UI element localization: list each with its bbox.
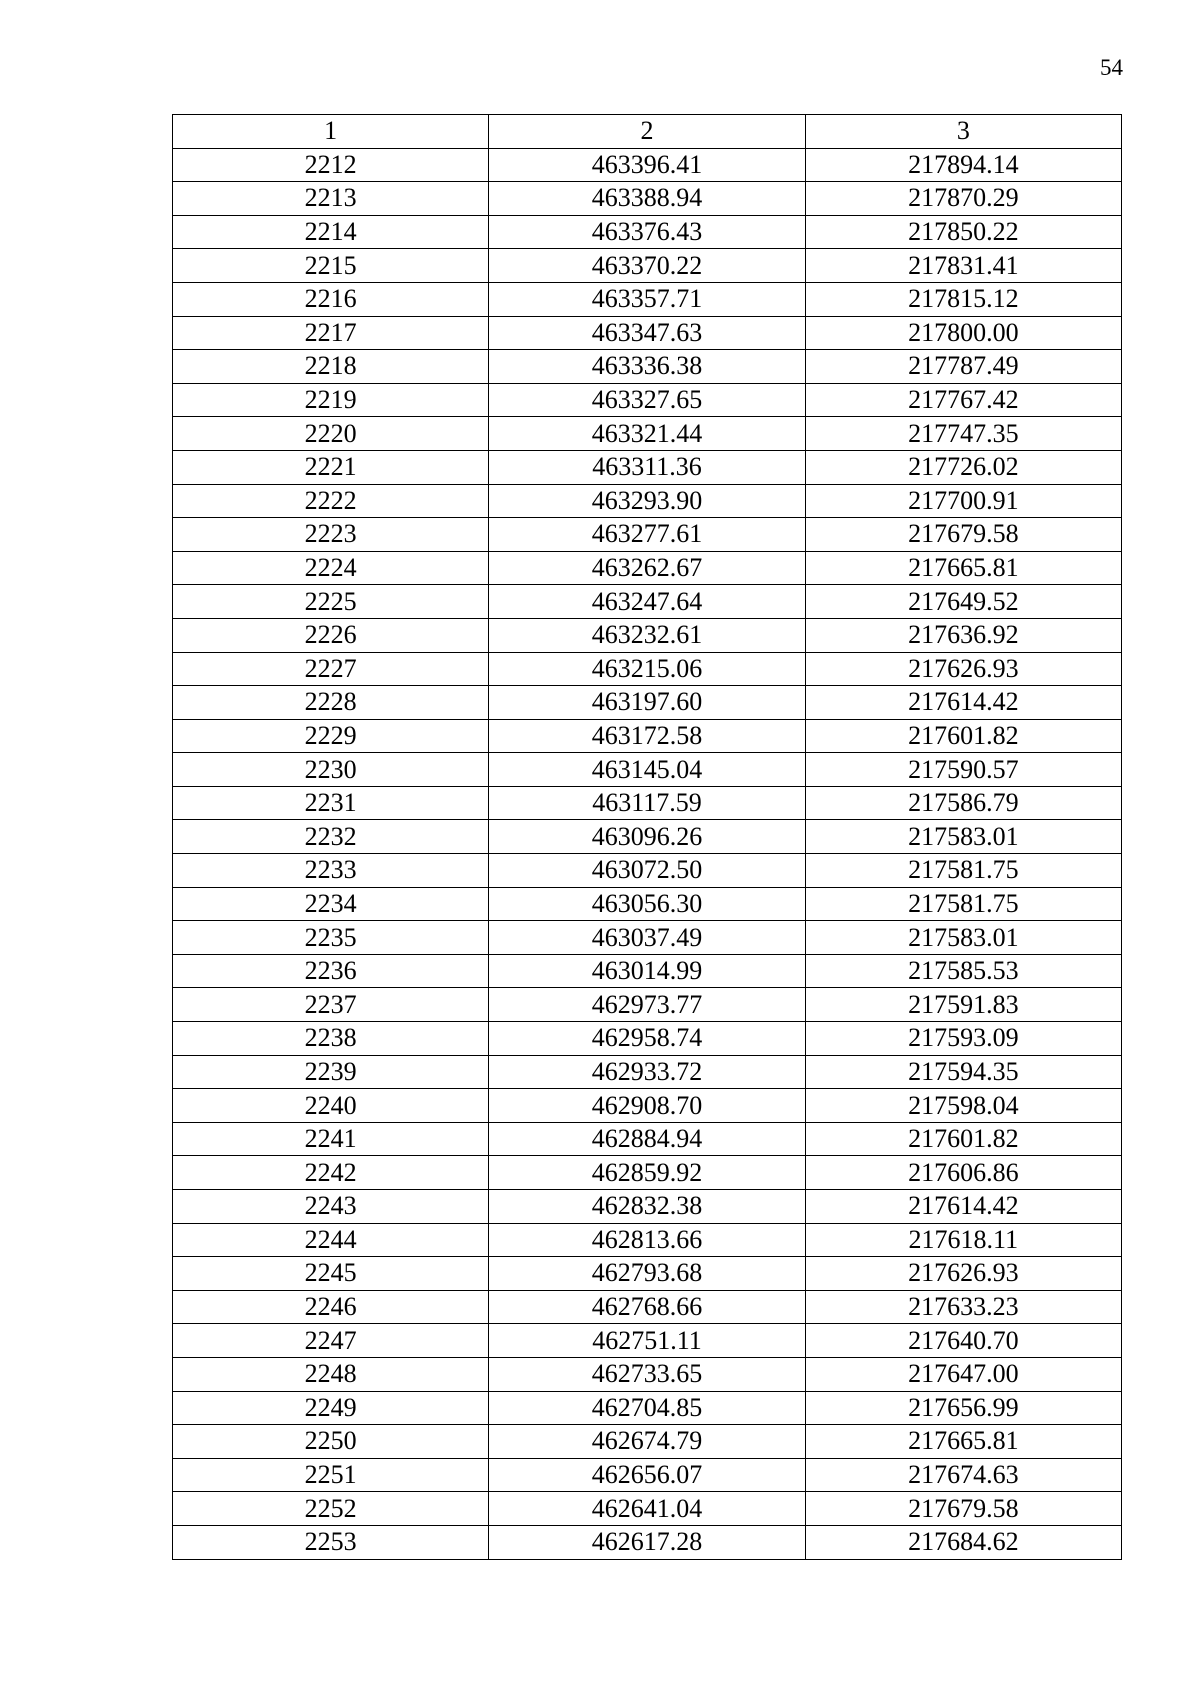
y-coordinate-cell: 217594.35 bbox=[805, 1055, 1121, 1089]
table-row bbox=[173, 316, 1122, 350]
x-coordinate-cell: 462768.66 bbox=[489, 1290, 805, 1324]
x-coordinate-cell: 463262.67 bbox=[489, 551, 805, 585]
x-coordinate-cell: 463336.38 bbox=[489, 350, 805, 384]
x-coordinate-cell: 463117.59 bbox=[489, 786, 805, 820]
x-coordinate-cell: 463056.30 bbox=[489, 887, 805, 921]
x-coordinate-cell: 463347.63 bbox=[489, 316, 805, 350]
table-row bbox=[173, 1290, 1122, 1324]
table-row bbox=[173, 1458, 1122, 1492]
x-coordinate-cell: 463072.50 bbox=[489, 854, 805, 888]
point-number-cell: 2247 bbox=[173, 1324, 489, 1358]
y-coordinate-cell: 217674.63 bbox=[805, 1458, 1121, 1492]
coordinates-table bbox=[172, 114, 1122, 1560]
y-coordinate-cell: 217591.83 bbox=[805, 988, 1121, 1022]
point-number-cell: 2213 bbox=[173, 182, 489, 216]
y-coordinate-cell: 217665.81 bbox=[805, 551, 1121, 585]
x-coordinate-cell: 462704.85 bbox=[489, 1391, 805, 1425]
point-number-cell: 2239 bbox=[173, 1055, 489, 1089]
table-row bbox=[173, 887, 1122, 921]
point-number-cell: 2232 bbox=[173, 820, 489, 854]
y-coordinate-cell: 217601.82 bbox=[805, 1122, 1121, 1156]
x-coordinate-cell: 463172.58 bbox=[489, 719, 805, 753]
x-coordinate-cell: 463376.43 bbox=[489, 215, 805, 249]
x-coordinate-cell: 462793.68 bbox=[489, 1257, 805, 1291]
table-row bbox=[173, 1190, 1122, 1224]
table-row bbox=[173, 921, 1122, 955]
x-coordinate-cell: 463096.26 bbox=[489, 820, 805, 854]
point-number-cell: 2248 bbox=[173, 1357, 489, 1391]
table-row bbox=[173, 652, 1122, 686]
point-number-cell: 2227 bbox=[173, 652, 489, 686]
table-row bbox=[173, 350, 1122, 384]
header-cell-2: 2 bbox=[489, 115, 805, 149]
y-coordinate-cell: 217590.57 bbox=[805, 753, 1121, 787]
y-coordinate-cell: 217586.79 bbox=[805, 786, 1121, 820]
point-number-cell: 2218 bbox=[173, 350, 489, 384]
y-coordinate-cell: 217684.62 bbox=[805, 1525, 1121, 1559]
table-row bbox=[173, 585, 1122, 619]
point-number-cell: 2228 bbox=[173, 686, 489, 720]
point-number-cell: 2237 bbox=[173, 988, 489, 1022]
table-row bbox=[173, 484, 1122, 518]
point-number-cell: 2242 bbox=[173, 1156, 489, 1190]
table-row bbox=[173, 249, 1122, 283]
y-coordinate-cell: 217633.23 bbox=[805, 1290, 1121, 1324]
y-coordinate-cell: 217679.58 bbox=[805, 518, 1121, 552]
y-coordinate-cell: 217726.02 bbox=[805, 450, 1121, 484]
table-row bbox=[173, 954, 1122, 988]
y-coordinate-cell: 217647.00 bbox=[805, 1357, 1121, 1391]
y-coordinate-cell: 217656.99 bbox=[805, 1391, 1121, 1425]
header-cell-1: 1 bbox=[173, 115, 489, 149]
point-number-cell: 2222 bbox=[173, 484, 489, 518]
x-coordinate-cell: 463388.94 bbox=[489, 182, 805, 216]
point-number-cell: 2223 bbox=[173, 518, 489, 552]
coordinates-table-container bbox=[172, 114, 1122, 1560]
y-coordinate-cell: 217593.09 bbox=[805, 1022, 1121, 1056]
point-number-cell: 2241 bbox=[173, 1122, 489, 1156]
table-row bbox=[173, 518, 1122, 552]
y-coordinate-cell: 217700.91 bbox=[805, 484, 1121, 518]
x-coordinate-cell: 462674.79 bbox=[489, 1425, 805, 1459]
y-coordinate-cell: 217626.93 bbox=[805, 652, 1121, 686]
point-number-cell: 2231 bbox=[173, 786, 489, 820]
table-row bbox=[173, 1022, 1122, 1056]
table-row bbox=[173, 182, 1122, 216]
table-row bbox=[173, 820, 1122, 854]
table-row bbox=[173, 1122, 1122, 1156]
table-row bbox=[173, 1324, 1122, 1358]
x-coordinate-cell: 463293.90 bbox=[489, 484, 805, 518]
table-row bbox=[173, 854, 1122, 888]
point-number-cell: 2246 bbox=[173, 1290, 489, 1324]
y-coordinate-cell: 217894.14 bbox=[805, 148, 1121, 182]
table-row bbox=[173, 618, 1122, 652]
table-row bbox=[173, 1391, 1122, 1425]
y-coordinate-cell: 217800.00 bbox=[805, 316, 1121, 350]
point-number-cell: 2225 bbox=[173, 585, 489, 619]
x-coordinate-cell: 463197.60 bbox=[489, 686, 805, 720]
x-coordinate-cell: 462884.94 bbox=[489, 1122, 805, 1156]
point-number-cell: 2252 bbox=[173, 1492, 489, 1526]
table-row bbox=[173, 417, 1122, 451]
y-coordinate-cell: 217636.92 bbox=[805, 618, 1121, 652]
x-coordinate-cell: 463037.49 bbox=[489, 921, 805, 955]
x-coordinate-cell: 462641.04 bbox=[489, 1492, 805, 1526]
x-coordinate-cell: 463215.06 bbox=[489, 652, 805, 686]
table-row bbox=[173, 719, 1122, 753]
x-coordinate-cell: 462908.70 bbox=[489, 1089, 805, 1123]
y-coordinate-cell: 217679.58 bbox=[805, 1492, 1121, 1526]
table-row bbox=[173, 1156, 1122, 1190]
x-coordinate-cell: 463327.65 bbox=[489, 383, 805, 417]
y-coordinate-cell: 217583.01 bbox=[805, 820, 1121, 854]
x-coordinate-cell: 463357.71 bbox=[489, 282, 805, 316]
x-coordinate-cell: 463370.22 bbox=[489, 249, 805, 283]
x-coordinate-cell: 462733.65 bbox=[489, 1357, 805, 1391]
point-number-cell: 2244 bbox=[173, 1223, 489, 1257]
y-coordinate-cell: 217831.41 bbox=[805, 249, 1121, 283]
point-number-cell: 2230 bbox=[173, 753, 489, 787]
point-number-cell: 2220 bbox=[173, 417, 489, 451]
x-coordinate-cell: 462973.77 bbox=[489, 988, 805, 1022]
table-row bbox=[173, 1257, 1122, 1291]
y-coordinate-cell: 217581.75 bbox=[805, 854, 1121, 888]
point-number-cell: 2253 bbox=[173, 1525, 489, 1559]
y-coordinate-cell: 217583.01 bbox=[805, 921, 1121, 955]
y-coordinate-cell: 217649.52 bbox=[805, 585, 1121, 619]
y-coordinate-cell: 217870.29 bbox=[805, 182, 1121, 216]
y-coordinate-cell: 217581.75 bbox=[805, 887, 1121, 921]
x-coordinate-cell: 462933.72 bbox=[489, 1055, 805, 1089]
table-row bbox=[173, 148, 1122, 182]
y-coordinate-cell: 217850.22 bbox=[805, 215, 1121, 249]
y-coordinate-cell: 217747.35 bbox=[805, 417, 1121, 451]
point-number-cell: 2236 bbox=[173, 954, 489, 988]
table-row bbox=[173, 551, 1122, 585]
x-coordinate-cell: 462656.07 bbox=[489, 1458, 805, 1492]
table-row bbox=[173, 1089, 1122, 1123]
y-coordinate-cell: 217815.12 bbox=[805, 282, 1121, 316]
point-number-cell: 2214 bbox=[173, 215, 489, 249]
x-coordinate-cell: 462958.74 bbox=[489, 1022, 805, 1056]
point-number-cell: 2226 bbox=[173, 618, 489, 652]
point-number-cell: 2245 bbox=[173, 1257, 489, 1291]
x-coordinate-cell: 463396.41 bbox=[489, 148, 805, 182]
y-coordinate-cell: 217767.42 bbox=[805, 383, 1121, 417]
point-number-cell: 2250 bbox=[173, 1425, 489, 1459]
table-row bbox=[173, 1492, 1122, 1526]
y-coordinate-cell: 217626.93 bbox=[805, 1257, 1121, 1291]
x-coordinate-cell: 462751.11 bbox=[489, 1324, 805, 1358]
x-coordinate-cell: 463232.61 bbox=[489, 618, 805, 652]
point-number-cell: 2216 bbox=[173, 282, 489, 316]
x-coordinate-cell: 462813.66 bbox=[489, 1223, 805, 1257]
x-coordinate-cell: 462859.92 bbox=[489, 1156, 805, 1190]
table-row bbox=[173, 786, 1122, 820]
point-number-cell: 2215 bbox=[173, 249, 489, 283]
point-number-cell: 2212 bbox=[173, 148, 489, 182]
point-number-cell: 2217 bbox=[173, 316, 489, 350]
point-number-cell: 2229 bbox=[173, 719, 489, 753]
x-coordinate-cell: 463321.44 bbox=[489, 417, 805, 451]
table-row bbox=[173, 450, 1122, 484]
point-number-cell: 2240 bbox=[173, 1089, 489, 1123]
table-header-row bbox=[173, 115, 1122, 149]
table-row bbox=[173, 1525, 1122, 1559]
point-number-cell: 2251 bbox=[173, 1458, 489, 1492]
y-coordinate-cell: 217618.11 bbox=[805, 1223, 1121, 1257]
point-number-cell: 2234 bbox=[173, 887, 489, 921]
y-coordinate-cell: 217585.53 bbox=[805, 954, 1121, 988]
y-coordinate-cell: 217787.49 bbox=[805, 350, 1121, 384]
point-number-cell: 2224 bbox=[173, 551, 489, 585]
point-number-cell: 2219 bbox=[173, 383, 489, 417]
point-number-cell: 2249 bbox=[173, 1391, 489, 1425]
table-row bbox=[173, 282, 1122, 316]
x-coordinate-cell: 463145.04 bbox=[489, 753, 805, 787]
table-row bbox=[173, 215, 1122, 249]
header-cell-3: 3 bbox=[805, 115, 1121, 149]
x-coordinate-cell: 462617.28 bbox=[489, 1525, 805, 1559]
y-coordinate-cell: 217665.81 bbox=[805, 1425, 1121, 1459]
table-row bbox=[173, 1425, 1122, 1459]
x-coordinate-cell: 463277.61 bbox=[489, 518, 805, 552]
x-coordinate-cell: 463311.36 bbox=[489, 450, 805, 484]
table-row bbox=[173, 686, 1122, 720]
table-row bbox=[173, 1223, 1122, 1257]
y-coordinate-cell: 217614.42 bbox=[805, 1190, 1121, 1224]
table-row bbox=[173, 1055, 1122, 1089]
y-coordinate-cell: 217606.86 bbox=[805, 1156, 1121, 1190]
point-number-cell: 2243 bbox=[173, 1190, 489, 1224]
point-number-cell: 2233 bbox=[173, 854, 489, 888]
table-body bbox=[173, 115, 1122, 1560]
point-number-cell: 2238 bbox=[173, 1022, 489, 1056]
table-row bbox=[173, 1357, 1122, 1391]
x-coordinate-cell: 462832.38 bbox=[489, 1190, 805, 1224]
y-coordinate-cell: 217614.42 bbox=[805, 686, 1121, 720]
x-coordinate-cell: 463247.64 bbox=[489, 585, 805, 619]
y-coordinate-cell: 217640.70 bbox=[805, 1324, 1121, 1358]
point-number-cell: 2235 bbox=[173, 921, 489, 955]
table-row bbox=[173, 383, 1122, 417]
y-coordinate-cell: 217598.04 bbox=[805, 1089, 1121, 1123]
page-number: 54 bbox=[1100, 55, 1123, 80]
table-row bbox=[173, 753, 1122, 787]
table-row bbox=[173, 988, 1122, 1022]
point-number-cell: 2221 bbox=[173, 450, 489, 484]
x-coordinate-cell: 463014.99 bbox=[489, 954, 805, 988]
y-coordinate-cell: 217601.82 bbox=[805, 719, 1121, 753]
